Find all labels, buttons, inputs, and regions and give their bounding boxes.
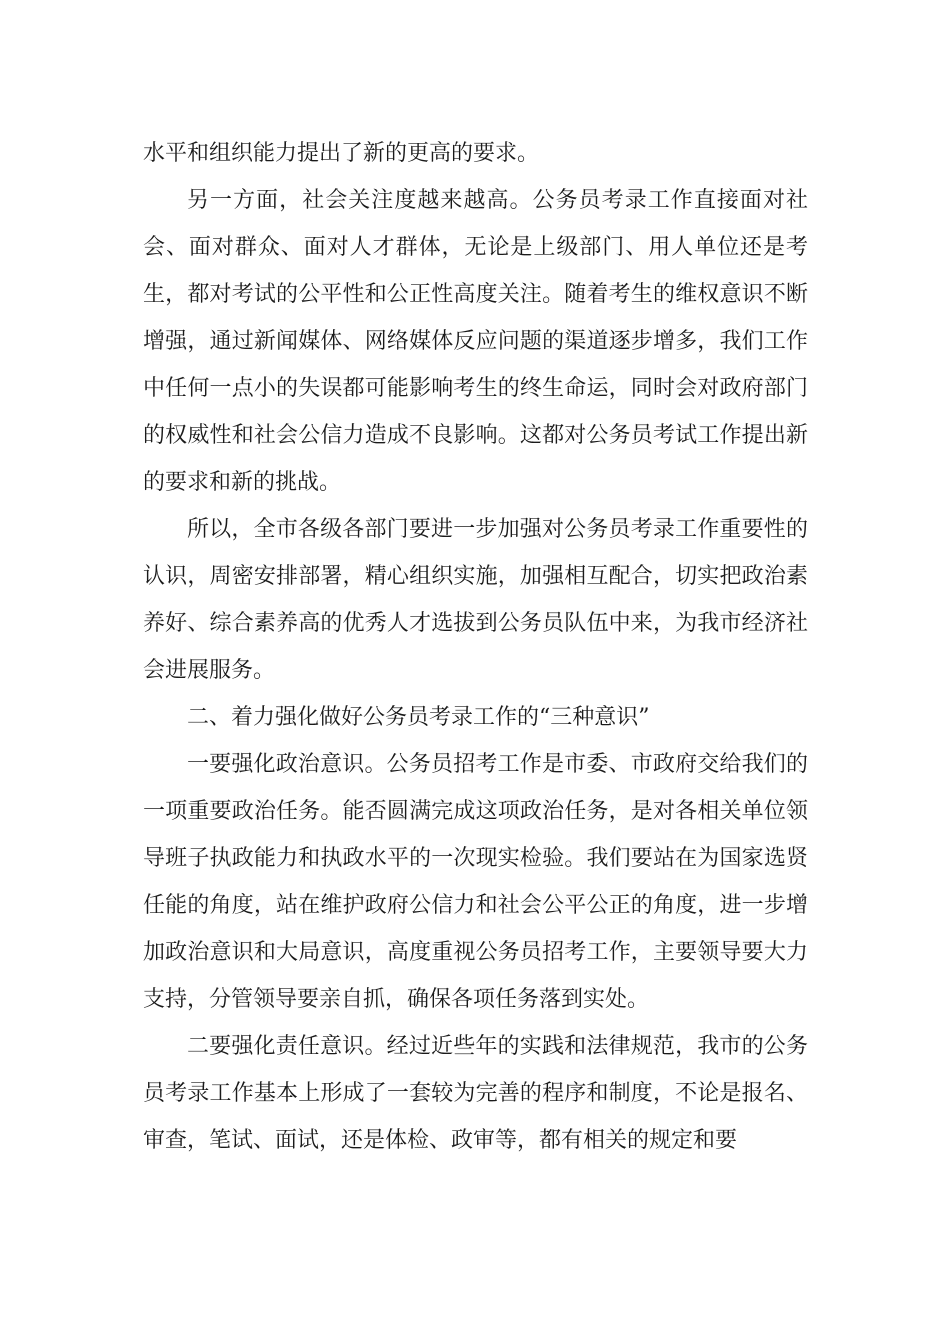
paragraph-continuation: 水平和组织能力提出了新的更高的要求。 <box>143 141 540 166</box>
paragraph-responsibility-awareness: 二要强化责任意识。经过近些年的实践和法律规范，我市的公务员考录工作基本上形成了一套较为完善的程序和制度，不论是报名、审查，笔试、面试，还是体检、政审等，都有相关的规定和要 <box>143 1034 808 1153</box>
paragraph-therefore: 所以，全市各级各部门要进一步加强对公务员考录工作重要性的认识，周密安排部署，精心组织实施，加强相互配合，切实把政治素养好、综合素养高的优秀人才选拔到公务员队伍中来，为我市经济社会进展服务。 <box>143 517 808 683</box>
paragraph-social-attention: 另一方面，社会关注度越来越高。公务员考录工作直接面对社会、面对群众、面对人才群体，无论是上级部门、用人单位还是考生，都对考试的公平性和公正性高度关注。随着考生的维权意识不断增强，通过新闻媒体、网络媒体反应问题的渠道逐步增多，我们工作中任何一点小的失误都可能影响考生的终生命运，同时会对政府部门的权威性和社会公信力造成不良影响。这都对公务员考试工作提出新的要求和新的挑战。 <box>143 188 808 495</box>
paragraph-political-awareness: 一要强化政治意识。公务员招考工作是市委、市政府交给我们的一项重要政治任务。能否圆满完成这项政治任务，是对各相关单位领导班子执政能力和执政水平的一次现实检验。我们要站在为国家选贤任能的角度，站在维护政府公信力和社会公平公正的角度，进一步增加政治意识和大局意识，高度重视公务员招考工作，主要领导要大力支持，分管领导要亲自抓，确保各项任务落到实处。 <box>143 752 808 1012</box>
section-heading-three-awareness: 二、着力强化做好公务员考录工作的“三种意识” <box>187 705 650 730</box>
document-body <box>143 130 808 1164</box>
